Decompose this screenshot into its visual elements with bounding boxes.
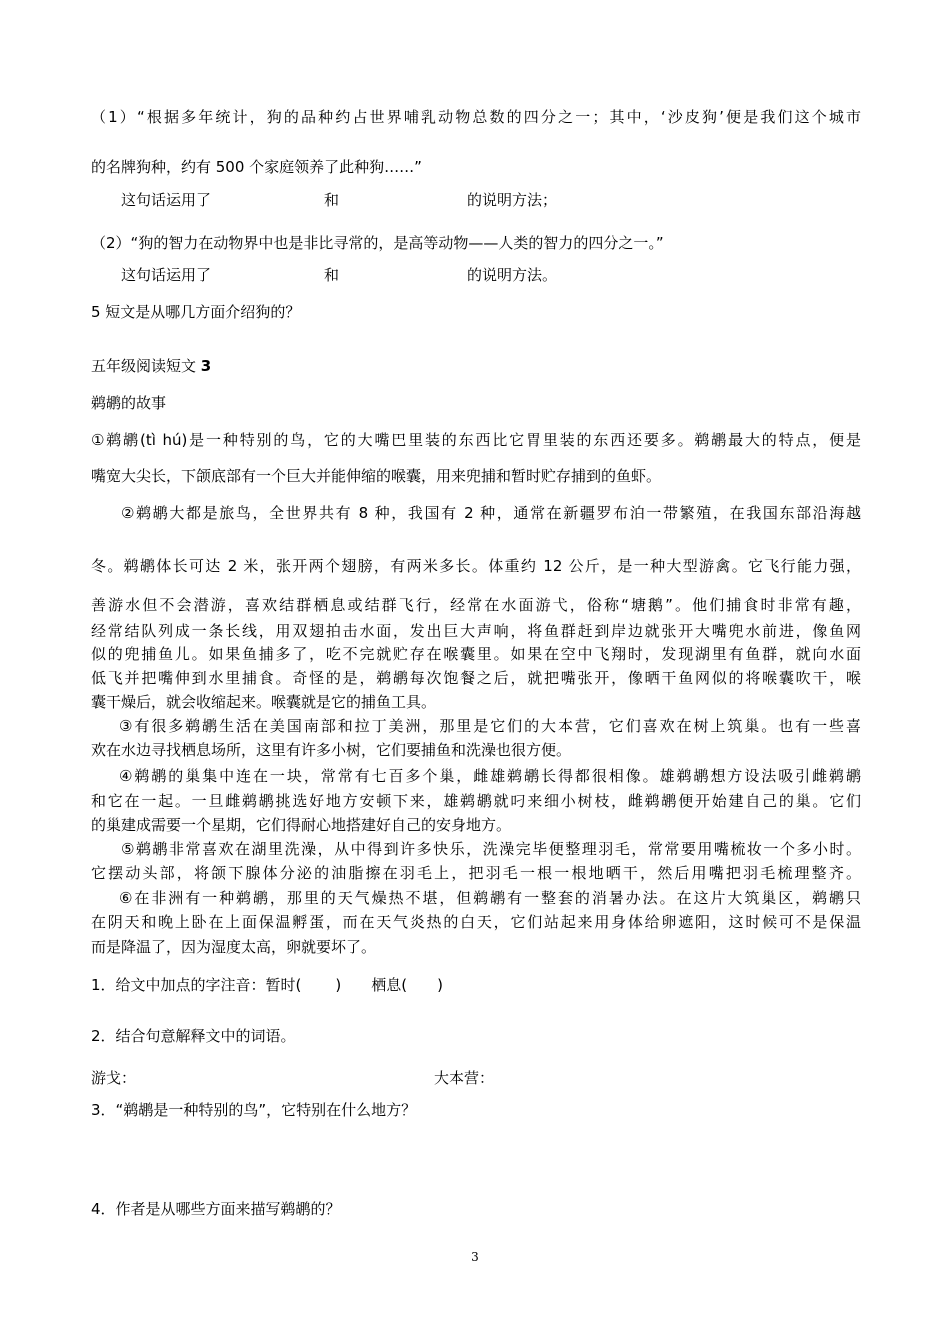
q2-answer-suffix: 的说明方法。 [467,266,558,284]
question-1-close-1: ) [335,976,342,994]
paragraph-2-line-4: 经常结队列成一条长线，用双翅拍击水面，发出巨大声响，将鱼群赶到岸边就张开大嘴兜水前进，像鱼网 [91,622,861,640]
paragraph-2-line-6: 低飞并把嘴伸到水里捕食。奇怪的是，鹈鹕每次饱餐之后，就把嘴张开，像晒干鱼网似的将喉囊吹干，喉 [91,669,861,687]
section-title-number: 3 [200,357,212,375]
q2-line-1: （2）“狗的智力在动物界中也是非比寻常的，是高等动物——人类的智力的四分之一。” [91,234,664,252]
paragraph-4-line-2: 和它在一起。一旦雌鹈鹕挑选好地方安顿下来，雄鹈鹕就叼来细小树枝，雌鹈鹕便开始建自己的巢。它们 [91,792,861,810]
paragraph-5-line-2: 它摆动头部，将颌下腺体分泌的油脂擦在羽毛上，把羽毛一根一根地晒干，然后用嘴把羽毛梳理整齐。 [91,864,861,882]
paragraph-6-line-3: 而是降温了，因为湿度太高，卵就要坏了。 [91,938,377,956]
paragraph-4-line-3: 的巢建成需要一个星期，它们得耐心地搭建好自己的安身地方。 [91,816,512,834]
paragraph-1-line-2: 嘴宽大尖长，下颌底部有一个巨大并能伸缩的喉囊，用来兜捕和暂时贮存捕到的鱼虾。 [91,467,662,485]
section-title [91,356,211,376]
question-2-word-1: 游戈： [91,1069,137,1087]
paragraph-6-line-2: 在阴天和晚上卧在上面保温孵蛋，而在天气炎热的白天，它们站起来用身体给卵遮阳，这时候可不是保温 [91,913,861,931]
q1-line-2: 的名牌狗种，约有 500 个家庭领养了此种狗……” [91,158,422,176]
q1-answer-suffix: 的说明方法； [467,191,558,209]
q2-answer-line [121,265,557,285]
q2-answer-and: 和 [324,266,340,284]
paragraph-3-line-2: 欢在水边寻找栖息场所，这里有许多小树，它们要捕鱼和洗澡也很方便。 [91,741,572,759]
paragraph-2-line-1: ②鹈鹕大都是旅鸟，全世界共有 8 种，我国有 2 种，通常在新疆罗布泊一带繁殖，在我国东部沿海越 [121,504,861,522]
section-title-text: 五年级阅读短文 [91,357,201,375]
q5-question: 5 短文是从哪几方面介绍狗的？ [91,303,301,321]
question-1-mid: 栖息( [371,976,408,994]
question-4: 4．作者是从哪些方面来描写鹈鹕的？ [91,1200,341,1218]
paragraph-1-line-1: ①鹈鹕(tì hú)是一种特别的鸟，它的大嘴巴里装的东西比它胃里装的东西还要多。鹈鹕最大的特点，便是 [91,431,861,449]
paragraph-6-line-1: ⑥在非洲有一种鹈鹕，那里的天气燥热不堪，但鹈鹕有一整套的消暑办法。在这片大筑巢区，鹈鹕只 [119,889,861,907]
paragraph-4-line-1: ④鹈鹕的巢集中连在一块，常常有七百多个巢，雌雄鹈鹕长得都很相像。雄鹈鹕想方设法吸引雌鹈鹕 [119,767,861,785]
question-1 [91,975,443,995]
paragraph-2-line-7: 囊干燥后，就会收缩起来。喉囊就是它的捕鱼工具。 [91,693,437,711]
paragraph-2-line-3: 善游水但不会潜游，喜欢结群栖息或结群飞行，经常在水面游弋，俗称“塘鹅”。他们捕食时非常有趣， [91,596,861,614]
paragraph-2-line-2: 冬。鹈鹕体长可达 2 米，张开两个翅膀，有两米多长。体重约 12 公斤，是一种大型游禽。它飞行能力强， [91,557,861,575]
q1-answer-prefix: 这句话运用了 [121,191,212,209]
q1-answer-and: 和 [324,191,340,209]
question-2: 2．结合句意解释文中的词语。 [91,1027,296,1045]
page-number: 3 [471,1250,479,1264]
paragraph-3-line-1: ③有很多鹈鹕生活在美国南部和拉丁美洲，那里是它们的大本营，它们喜欢在树上筑巢。也有一些喜 [119,717,861,735]
question-1-close-2: ) [437,976,443,994]
question-3: 3．“鹈鹕是一种特别的鸟”，它特别在什么地方？ [91,1101,417,1119]
question-1-prefix: 1．给文中加点的字注音：暂时( [91,976,302,994]
q1-answer-line [121,190,557,210]
story-title: 鹈鹕的故事 [91,394,167,412]
paragraph-5-line-1: ⑤鹈鹕非常喜欢在湖里洗澡，从中得到许多快乐，洗澡完毕便整理羽毛，常常要用嘴梳妆一个多小时。 [121,840,861,858]
q1-line-1: （1）“根据多年统计，狗的品种约占世界哺乳动物总数的四分之一；其中，‘沙皮狗’便是我们这个城市 [91,108,861,126]
q2-answer-prefix: 这句话运用了 [121,266,212,284]
question-2-word-2: 大本营： [434,1069,495,1087]
paragraph-2-line-5: 似的兜捕鱼儿。如果鱼捕多了，吃不完就贮存在喉囊里。如果在空中飞翔时，发现湖里有鱼群，就向水面 [91,645,861,663]
